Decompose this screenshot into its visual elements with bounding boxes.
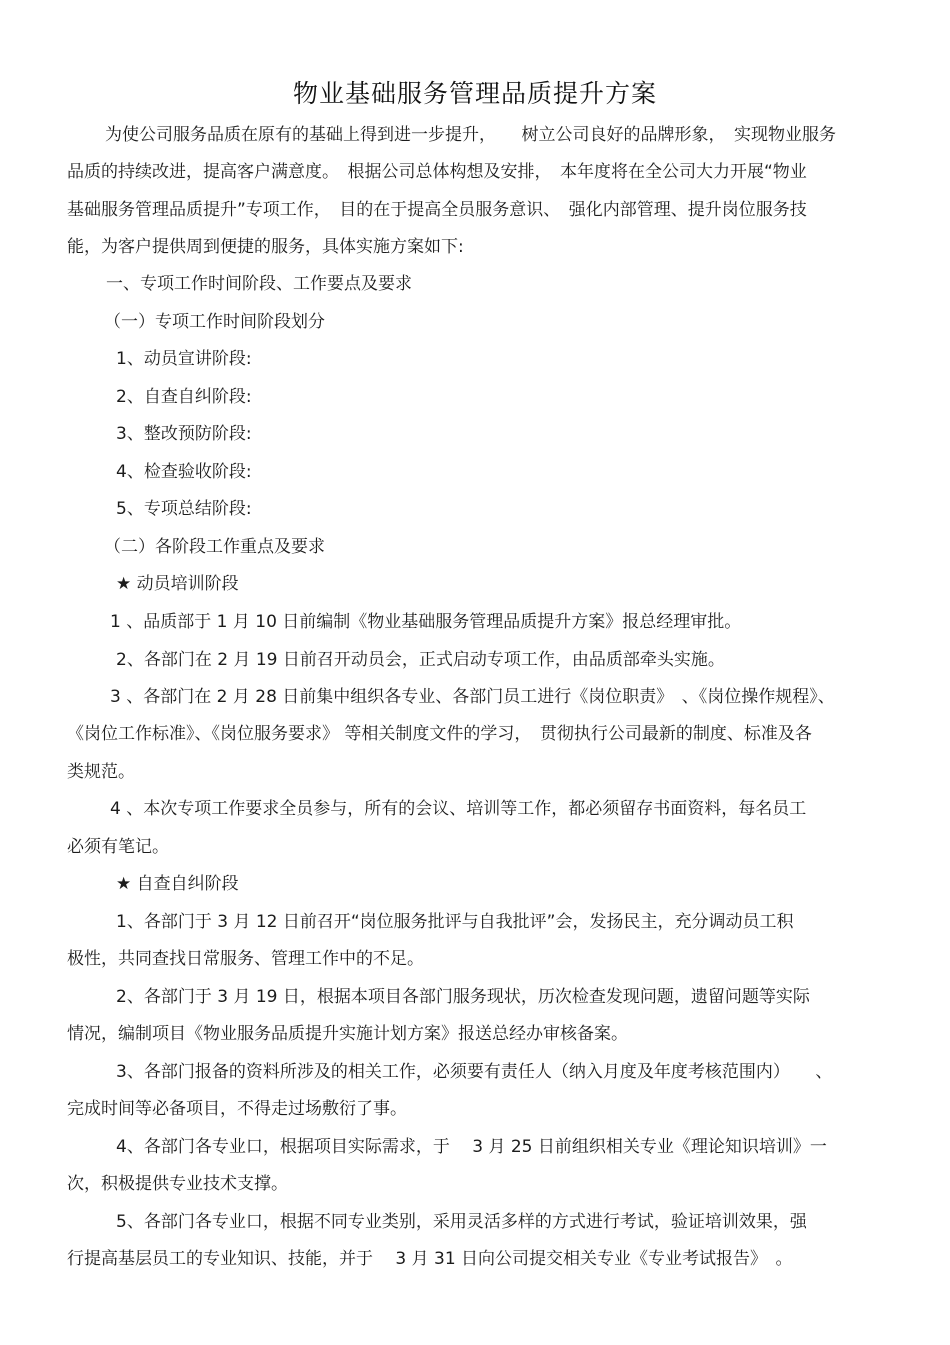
paragraph-line: 3 、各部门在 2 月 28 日前集中组织各专业、各部门员工进行《岗位职责》 、《岗位操作规程》、 bbox=[110, 687, 835, 707]
subsection-heading: （二）各阶段工作重点及要求 bbox=[104, 537, 325, 557]
paragraph-line: 1、各部门于 3 月 12 日前召开“岗位服务批评与自我批评”会，发扬民主，充分调动员工积 bbox=[116, 912, 794, 932]
paragraph-line: 情况，编制项目《物业服务品质提升实施计划方案》报送总经办审核备案。 bbox=[67, 1024, 628, 1044]
paragraph-line: 类规范。 bbox=[67, 762, 135, 782]
paragraph-line: 品质的持续改进，提高客户满意度。 根据公司总体构想及安排， 本年度将在全公司大力开展“物业 bbox=[67, 162, 807, 182]
paragraph-line: 为使公司服务品质在原有的基础上得到进一步提升， 树立公司良好的品牌形象， 实现物业服务 bbox=[105, 125, 836, 145]
paragraph-line: 2、各部门在 2 月 19 日前召开动员会，正式启动专项工作，由品质部牵头实施。 bbox=[116, 650, 725, 670]
stage-heading: ★ 自查自纠阶段 bbox=[116, 874, 239, 894]
stage-heading: ★ 动员培训阶段 bbox=[116, 574, 239, 594]
paragraph-line: 基础服务管理品质提升”专项工作， 目的在于提高全员服务意识、 强化内部管理、提升岗位服务技 bbox=[67, 200, 807, 220]
paragraph-line: 2、各部门于 3 月 19 日，根据本项目各部门服务现状，历次检查发现问题，遗留问题等实际 bbox=[116, 987, 810, 1007]
paragraph-line: 极性，共同查找日常服务、管理工作中的不足。 bbox=[67, 949, 424, 969]
paragraph-line: 完成时间等必备项目，不得走过场敷衍了事。 bbox=[67, 1099, 407, 1119]
document-title: 物业基础服务管理品质提升方案 bbox=[292, 79, 657, 108]
paragraph-line: 1 、品质部于 1 月 10 日前编制《物业基础服务管理品质提升方案》报总经理审批。 bbox=[110, 612, 742, 632]
section-heading: 一、专项工作时间阶段、工作要点及要求 bbox=[106, 274, 412, 294]
list-item: 3、整改预防阶段: bbox=[116, 424, 252, 444]
list-item: 2、自查自纠阶段: bbox=[116, 387, 252, 407]
paragraph-line: 5、各部门各专业口，根据不同专业类别，采用灵活多样的方式进行考试，验证培训效果，强 bbox=[116, 1212, 807, 1232]
paragraph-line: 必须有笔记。 bbox=[67, 837, 169, 857]
paragraph-line: 4 、本次专项工作要求全员参与，所有的会议、培训等工作，都必须留存书面资料，每名员工 bbox=[110, 799, 807, 819]
paragraph-line: 行提高基层员工的专业知识、技能，并于 3 月 31 日向公司提交相关专业《专业考试报告》 。 bbox=[67, 1249, 793, 1269]
paragraph-line: 3、各部门报备的资料所涉及的相关工作，必须要有责任人（纳入月度及年度考核范围内） 、 bbox=[116, 1062, 833, 1082]
paragraph-line: 次，积极提供专业技术支撑。 bbox=[67, 1174, 288, 1194]
list-item: 5、专项总结阶段: bbox=[116, 499, 252, 519]
list-item: 1、动员宣讲阶段: bbox=[116, 349, 252, 369]
paragraph-line: 能，为客户提供周到便捷的服务，具体实施方案如下: bbox=[67, 237, 464, 257]
subsection-heading: （一）专项工作时间阶段划分 bbox=[104, 312, 325, 332]
list-item: 4、检查验收阶段: bbox=[116, 462, 252, 482]
paragraph-line: 《岗位工作标准》、《岗位服务要求》 等相关制度文件的学习， 贯彻执行公司最新的制度、标准及各 bbox=[67, 724, 812, 744]
paragraph-line: 4、各部门各专业口，根据项目实际需求，于 3 月 25 日前组织相关专业《理论知识培训》一 bbox=[116, 1137, 827, 1157]
